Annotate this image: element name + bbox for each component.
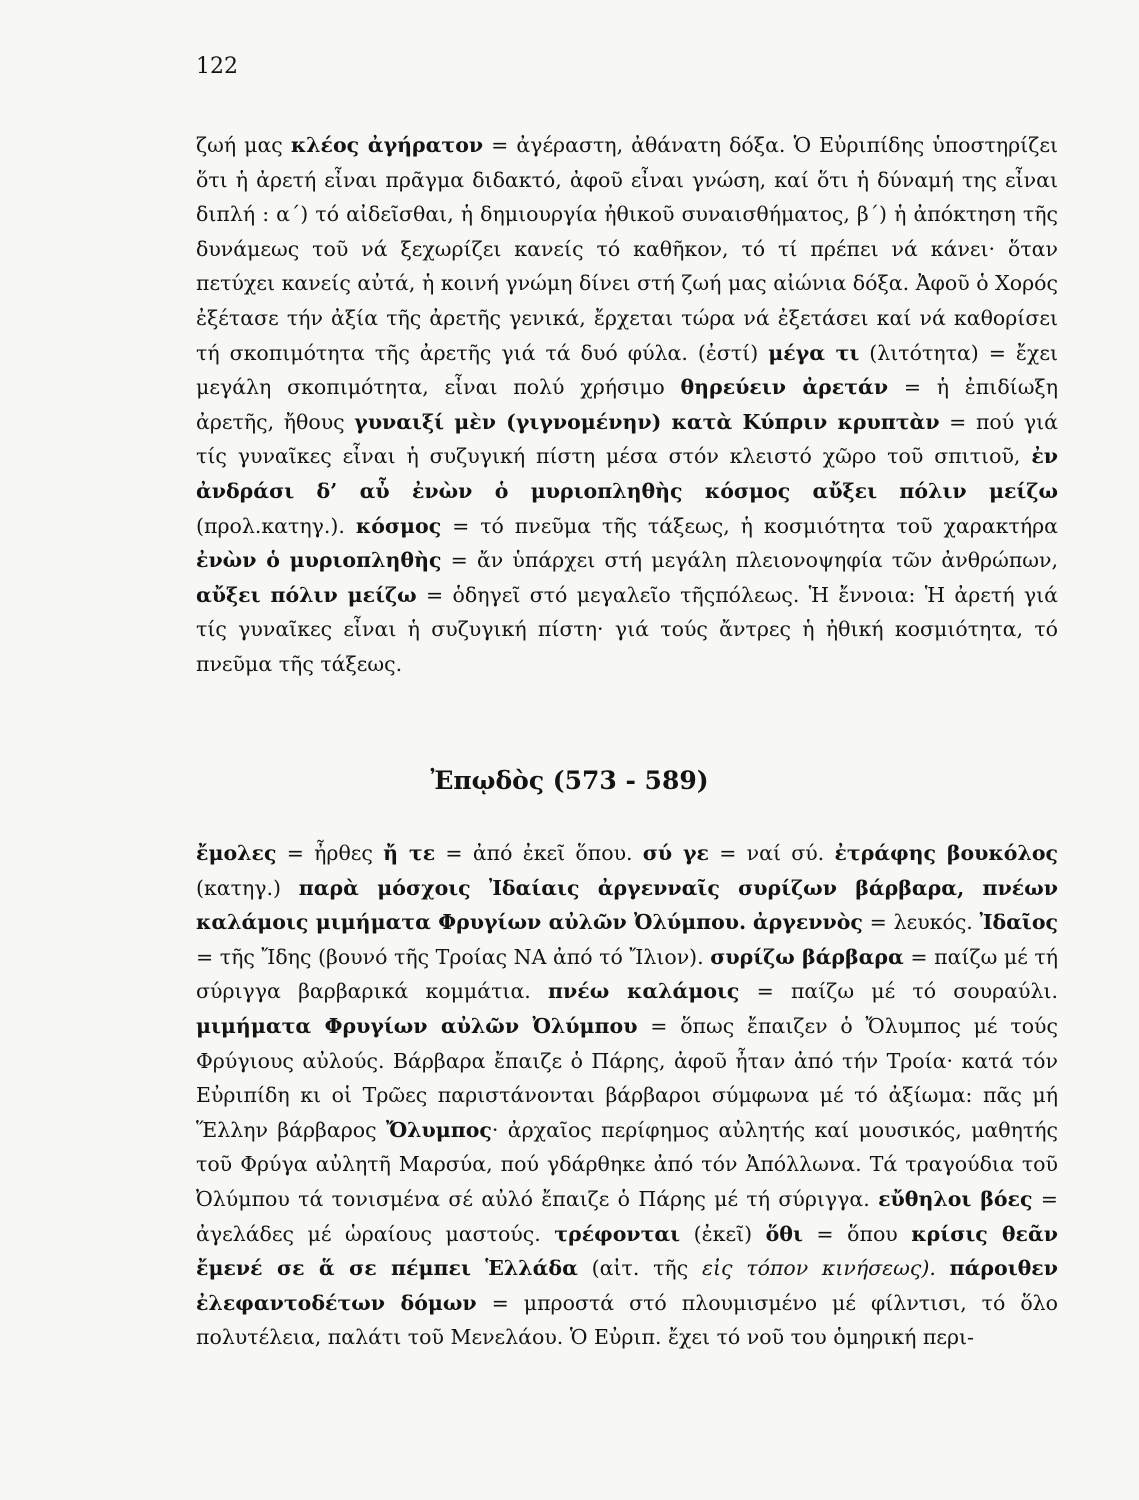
text-run: = ἄν ὑπάρχει στή μεγάλη πλειονοψηφία τῶν ἀνθρώπων,: [441, 548, 1058, 573]
text-run: (προλ.κατηγ.).: [196, 513, 356, 538]
text-run: = τό πνεῦμα τῆς τάξεως, ἡ κοσμιότητα τοῦ χαρακτήρα: [441, 513, 1058, 538]
text-run: = μπροστά στό πλουμισμένο μέ φίλντισι, τό ὅλο πολυτέλεια, παλάτι τοῦ Μενελάου. Ὁ Εὐριπ. ἔχει τό νοῦ του ὁμηρική περι-: [196, 1290, 1059, 1350]
text-run: [746, 910, 753, 934]
text-run: (αἰτ. τῆς: [577, 1256, 702, 1281]
text-run: = τῆς Ἴδης (βουνό τῆς Τροίας ΝΑ ἀπό τό Ἴλιον).: [196, 944, 711, 969]
commentary-paragraph-2: [196, 836, 1058, 1355]
bold-term: ὅθι: [765, 1221, 803, 1246]
text-run: = ἦρθες: [276, 841, 384, 865]
bold-term: ἐνὼν ὁ μυριοπληθὴς: [196, 548, 442, 573]
text-run: (λιτότητα) = ἔχει μεγάλη σκοπιμότητα, εἶναι πολύ χρήσιμο: [196, 340, 1058, 400]
text-run: = ἀπό ἐκεῖ ὅπου.: [435, 841, 643, 865]
bold-term: τρέφονται: [554, 1221, 681, 1246]
bold-term: παρὰ μόσχοις Ἰδαίαις ἀργενναῖς συρίζων βάρβαρα, πνέων καλάμοις μιμήματα Φρυγίων αὐλῶν Ὀλύμπου.: [196, 875, 1058, 935]
text-run: (ἐκεῖ): [680, 1221, 766, 1246]
text-run: = ναί σύ.: [709, 841, 835, 865]
text-run: ζωή μας: [196, 133, 291, 157]
text-run: = ὁδηγεῖ στό μεγαλεῖο τῆςπόλεως. Ἡ ἔννοια: Ἡ ἀρετή γιά τίς γυναῖκες εἶναι ἡ συζυγική πίστη· γιά τούς ἄντρες ἡ ἠθική κοσμιότητα, τό πνεῦμα τῆς τάξεως.: [196, 582, 1058, 676]
bold-term: πάροιθεν ἐλεφαντοδέτων δόμων: [196, 1256, 1058, 1315]
page-number: 122: [196, 54, 238, 79]
section-heading: Ἐπῳδὸς (573 - 589): [430, 766, 709, 795]
text-run: = λευκός.: [862, 910, 980, 935]
bold-term: εὔθηλοι βόες: [878, 1186, 1033, 1211]
text-run: (κατηγ.): [196, 875, 299, 900]
bold-term: κόσμος: [355, 513, 442, 538]
bold-term: μιμήματα Φρυγίων αὐλῶν Ὀλύμπου: [196, 1013, 638, 1038]
text-run: [936, 1256, 950, 1280]
bold-term: ἀργεννὸς: [752, 910, 863, 935]
bold-term: αὔξει πόλιν μείζω: [196, 582, 417, 607]
bold-term: θηρεύειν ἀρετάν: [680, 375, 889, 400]
bold-term: πνέω καλάμοις: [548, 979, 740, 1004]
text-run: = ὅπου: [802, 1221, 912, 1246]
text-run: = παίζω μέ τή σύριγγα βαρβαρικά κομμάτια.: [196, 944, 1058, 1004]
bold-term: ἐν ἀνδράσι δ’ αὖ ἐνὼν ὁ μυριοπληθὴς κόσμος αὔξει πόλιν μείζω: [196, 444, 1058, 503]
bold-term: κλέος ἀγήρατον: [290, 133, 484, 157]
text-run: = ἡ ἐπιδίωξη ἀρετῆς, ἤθους: [196, 375, 1058, 434]
bold-term: Ἰδαῖος: [979, 910, 1058, 935]
bold-term: ἔμολες: [196, 841, 277, 865]
italic-text: εἰς τόπον κινήσεως).: [701, 1256, 936, 1281]
text-run: · ἀρχαῖος περίφημος αὐλητής καί μουσικός, μαθητής τοῦ Φρύγα αὐλητῆ Μαρσύα, πού γδάρθηκε ἀπό τόν Ἀπόλλωνα. Τά τραγούδια τοῦ Ὀλύμπου τά τονισμένα σέ αὐλό ἔπαιζε ὁ Πάρης μέ τή σύριγγα.: [196, 1117, 1059, 1211]
text-run: = ἀγελάδες μέ ὡραίους μαστούς.: [196, 1186, 1058, 1246]
bold-term: συρίζω βάρβαρα: [710, 944, 904, 969]
text-run: = ὅπως ἔπαιζεν ὁ Ὄλυμπος μέ τούς Φρύγιους αὐλούς. Βάρβαρα ἔπαιζε ὁ Πάρης, ἀφοῦ ἦταν ἀπό τήν Τροία· κατά τόν Εὐριπίδη κι οἱ Τρῶες παριστάνονται βάρβαροι σύμφωνα μέ τό ἀξίωμα: πᾶς μή Ἕλλην βάρβαρος: [196, 1013, 1058, 1142]
bold-term: Ὄλυμπος: [385, 1117, 492, 1142]
bold-term: κρίσις θεᾶν ἔμενέ σε ἅ σε πέμπει Ἑλλάδα: [196, 1221, 1058, 1281]
commentary-paragraph-1: [196, 128, 1058, 682]
bold-term: μέγα τι: [768, 340, 860, 365]
bold-term: σύ γε: [642, 841, 709, 865]
text-run: = ἀγέραστη, ἀθάνατη δόξα. Ὁ Εὐριπίδης ὑποστηρίζει ὅτι ἡ ἀρετή εἶναι πρᾶγμα διδακτό, ἀφοῦ εἶναι γνώση, καί ὅτι ἡ δύναμή της εἶναι διπλή : α΄) τό αἰδεῖσθαι, ἡ δημιουργία ἠθικοῦ συναισθήματος, β΄) ἡ ἀπόκτηση τῆς δυνάμεως τοῦ νά ξεχωρίζει κανείς τό καθῆκον, τό τί πρέπει νά κάνει· ὅταν πετύχει κανείς αὐτά, ἡ κοινή γνώμη δίνει στή ζωή μας αἰώνια δόξα. Ἀφοῦ ὁ Χορός ἐξέτασε τήν ἀξία τῆς ἀρετῆς γενικά, ἔρχεται τώρα νά ἐξετάσει καί νά καθορίσει τή σκοπιμότητα τῆς ἀρετῆς γιά τά δυό φύλα. (ἐστί): [196, 133, 1058, 365]
text-run: = πού γιά τίς γυναῖκες εἶναι ἡ συζυγική πίστη μέσα στόν κλειστό χῶρο τοῦ σπιτιοῦ,: [196, 409, 1058, 469]
text-run: = παίζω μέ τό σουραύλι.: [739, 979, 1058, 1004]
bold-term: ἐτράφης βουκόλος: [834, 841, 1058, 865]
bold-term: ἤ τε: [383, 841, 436, 865]
bold-term: γυναιξί μὲν (γιγνομένην) κατὰ Κύπριν κρυπτὰν: [354, 409, 940, 434]
